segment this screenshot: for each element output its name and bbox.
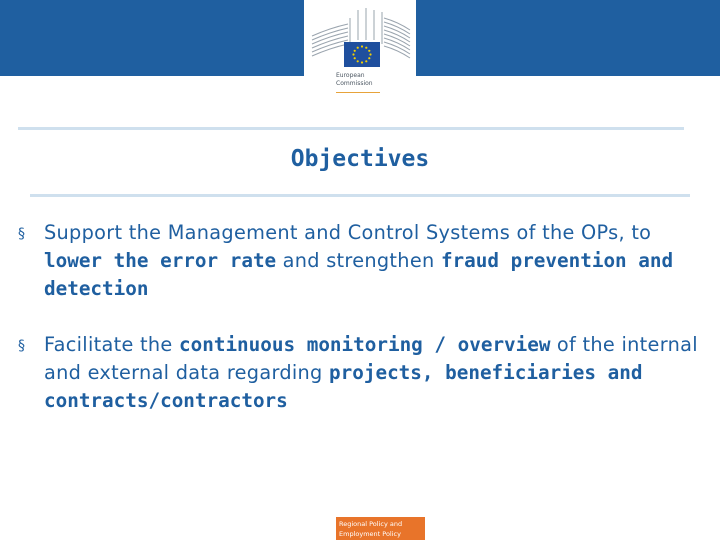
bullet-list — [18, 219, 708, 443]
bullet-item — [18, 331, 708, 415]
bullet-text: Support the Management and Control Systems of the OPs, to — [44, 221, 652, 244]
bullet-marker-icon: § — [18, 226, 26, 242]
footer-badge — [336, 517, 425, 540]
ec-building-icon — [304, 0, 416, 72]
bullet-text: of the internal and external data regarding — [44, 333, 698, 384]
ec-logo-line-2: Commission — [336, 80, 373, 87]
bullet-item — [18, 219, 708, 303]
slide-title — [0, 146, 720, 172]
bullet-emphasis: continuous monitoring / overview — [179, 333, 551, 356]
logo-underline — [336, 92, 380, 93]
footer-line-2: Employment Policy — [339, 530, 401, 538]
bullet-marker-icon: § — [18, 338, 26, 354]
bullet-emphasis: lower the error rate — [44, 249, 277, 272]
bottom-divider — [30, 194, 690, 197]
ec-logo-text — [336, 72, 373, 88]
slide-title-text: Objectives — [290, 146, 430, 172]
bullet-emphasis: projects, beneficiaries and contracts/contractors — [44, 361, 643, 412]
bullet-text: Facilitate the — [44, 333, 180, 356]
top-divider — [18, 127, 684, 130]
ec-logo-line-1: European — [336, 72, 365, 79]
ec-logo — [304, 0, 416, 100]
footer-line-1: Regional Policy and — [339, 520, 403, 528]
bullet-text: and strengthen — [276, 249, 441, 272]
bullet-emphasis: fraud prevention and detection — [44, 249, 674, 300]
